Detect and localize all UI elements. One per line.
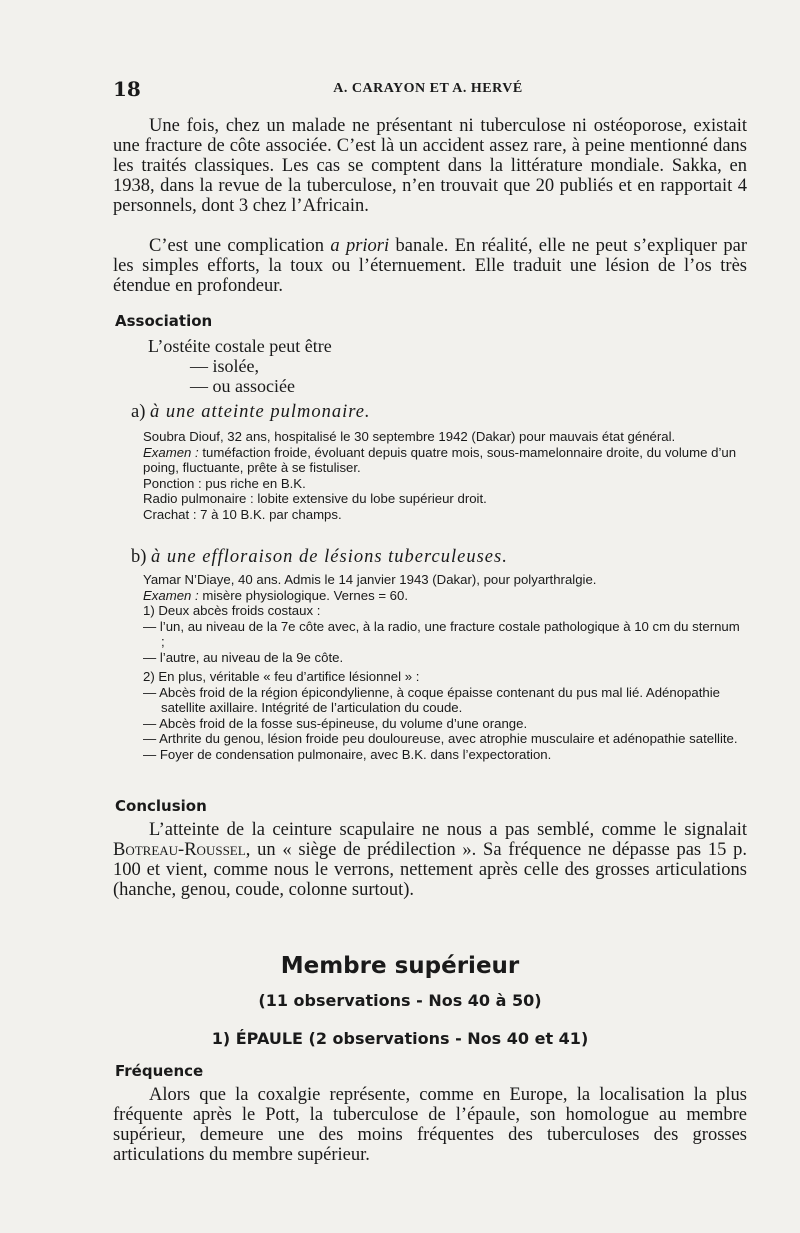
page-header [113, 77, 743, 101]
case-b-title: b) à une effloraison de lésions tuberculeuses. [131, 547, 508, 567]
intro-paragraph-1: Une fois, chez un malade ne présentant ni tuberculose ni ostéoporose, existait une fracture de côte associée. C’est là un accident assez rare, à peine mentionné dans les traités classiques. Les cas se comptent dans la littérature mondiale. Sakka, en 1938, dans la revue de la tuberculose, n’en trouvait que 20 publiés et en rapportait 4 personnels, dont 3 chez l’Africain. [113, 116, 747, 216]
section-subtitle: (11 observations - Nos 40 à 50) [258, 991, 542, 1010]
subsection-title: 1) ÉPAULE (2 observations - Nos 40 et 41) [211, 1029, 589, 1048]
case-a-details: Soubra Diouf, 32 ans, hospitalisé le 30 septembre 1942 (Dakar) pour mauvais état général. Examen : tuméfaction froide, évoluant depuis quatre mois, sous-mamelonnaire droite, du volume d’un poing, fluctuante, prête à se fistuliser. Ponction : pus riche en B.K. Radio pulmonaire : lobite extensive du lobe supérieur droit. Crachat : 7 à 10 B.K. par champs. [143, 429, 737, 522]
case-b-details: Yamar N’Diaye, 40 ans. Admis le 14 janvier 1943 (Dakar), pour polyarthralgie. Examen : misère physiologique. Vernes = 60. 1) Deux abcès froids costaux : — l’un, au niveau de la 7e côte avec, à la radio, une fracture costale pathologique à 10 cm du sternum ; — l’autre, au niveau de la 9e côte. 2) En plus, véritable « feu d’artifice lésionnel » : — Abcès froid de la région épicondylienne, à coque épaisse contenant du pus mal lié. Adénopathie satellite axillaire. Intégrité de l’articulation du coude. — Abcès froid de la fosse sus-épineuse, du volume d’une orange. — Arthrite du genou, lésion froide peu douloureuse, avec atrophie musculaire et adénopathie satellite. — Foyer de condensation pulmonaire, avec B.K. dans l’expectoration. [143, 572, 740, 762]
page-number: 18 [113, 77, 141, 101]
intro-paragraph-2: C’est une complication a priori banale. En réalité, elle ne peut s’expliquer par les simples efforts, la toux ou l’éternuement. Elle traduit une lésion de l’os très étendue en profondeur. [113, 236, 747, 296]
frequence-paragraph: Alors que la coxalgie représente, comme en Europe, la localisation la plus fréquente après le Pott, la tuberculose de l’épaule, son homologue au membre supérieur, demeure une des moins fréquentes des tuberculoses des grosses articulations du membre supérieur. [113, 1085, 747, 1165]
association-heading: Association [115, 312, 213, 330]
frequence-heading: Fréquence [115, 1062, 204, 1080]
running-head: A. CARAYON ET A. HERVÉ [333, 81, 523, 96]
case-a-title: a) à une atteinte pulmonaire. [131, 402, 371, 422]
section-title: Membre supérieur [280, 953, 520, 979]
conclusion-paragraph: L’atteinte de la ceinture scapulaire ne nous a pas semblé, comme le signalait Botreau-Roussel, un « siège de prédilection ». Sa fréquence ne dépasse pas 15 p. 100 et vient, comme nous le verrons, nettement après celle des grosses articulations (hanche, genou, coude, colonne surtout). [113, 820, 747, 900]
association-list: L’ostéite costale peut être — isolée, — ou associée [148, 336, 332, 396]
conclusion-heading: Conclusion [115, 797, 207, 815]
